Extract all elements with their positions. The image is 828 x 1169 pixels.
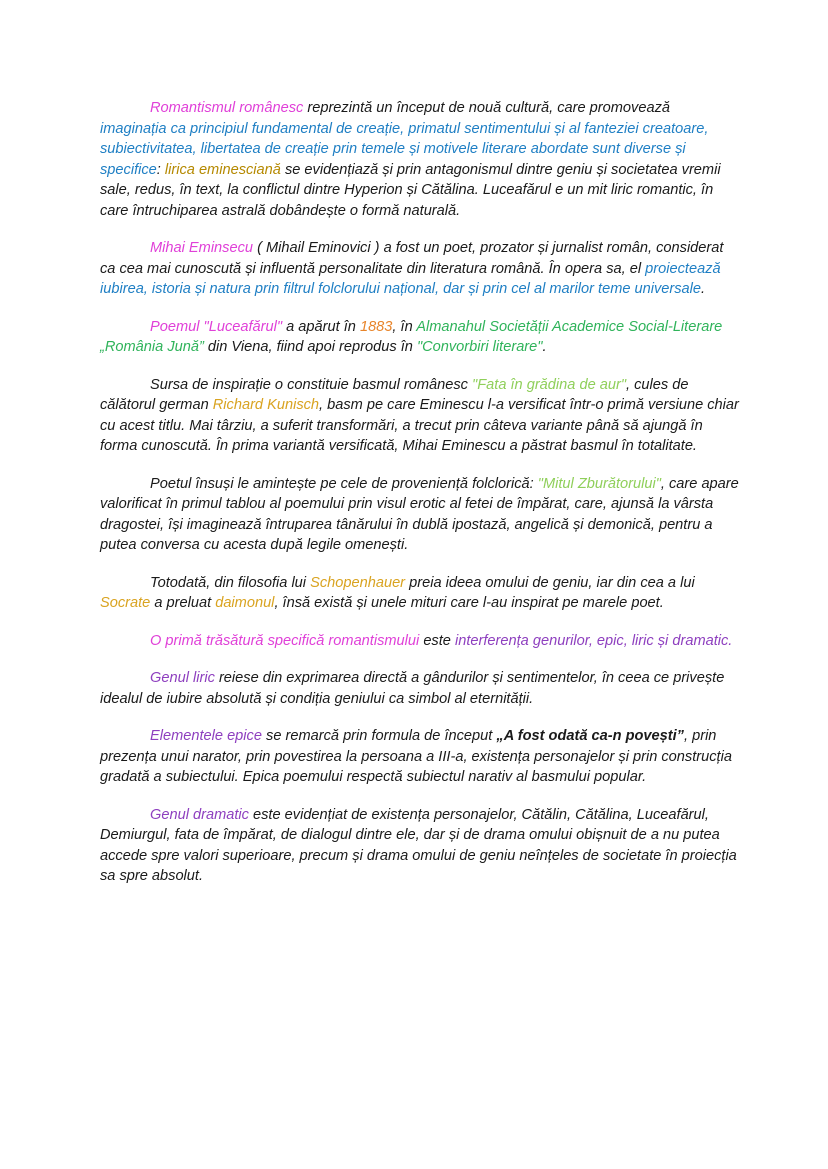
text-run: reiese din exprimarea directă a gândurilor și sentimentelor, în ceea ce privește idealul de iubire absolută și condiția geniului ca simbol al eternității. bbox=[100, 670, 725, 707]
text-run: a apărut în bbox=[282, 318, 360, 335]
paragraph-inspiration-source bbox=[100, 375, 740, 457]
text-run: este evidențiat de existența personajelor, Cătălin, Cătălina, Luceafărul, Demiurgul, fata de împărat, de dialogul dintre ele, dar și de drama omului obișnuit de a nu putea accede spre valori superioare, precum și drama omului de geniu neînțeles de societate în proiecția sa spre absolut. bbox=[100, 806, 737, 884]
text-run: a preluat bbox=[150, 595, 216, 611]
highlighted-phrase: "Mitul Zburătorului" bbox=[537, 475, 661, 492]
text-run: , care apare valorificat în primul tablou al poemului prin visul erotic al fetei de împărat, care, ajunsă la vârsta dragostei, își imaginează întruparea tânărului în dublă ipostază, angelică și demonică, pentru a putea conversa cu acesta după legile omenești. bbox=[100, 475, 739, 553]
highlighted-phrase: Schopenhauer bbox=[310, 574, 406, 591]
highlighted-phrase: Genul liric bbox=[150, 670, 215, 686]
text-run: este bbox=[419, 632, 455, 649]
highlighted-phrase: Socrate bbox=[100, 595, 151, 611]
paragraph-romanticism bbox=[100, 98, 740, 221]
text-run: . bbox=[542, 339, 547, 355]
text-run: preia ideea omului de geniu, iar din cea a lui bbox=[405, 574, 695, 591]
paragraph-publication bbox=[100, 317, 740, 358]
highlighted-phrase: "Fata în grădina de aur" bbox=[472, 376, 627, 393]
text-run: Poetul însuși le amintește pe cele de proveniență folclorică: bbox=[150, 475, 538, 492]
text-run: reprezintă un început de nouă cultură, care promovează bbox=[303, 100, 670, 116]
text-run: . bbox=[701, 281, 706, 297]
paragraph-eminescu-bio bbox=[100, 238, 740, 300]
text-run: , prin prezența unui narator, prin povestirea la persoana a III-a, existența personajelor și prin construcția gradată a subiectului. Epica poemului respectă subiectul narativ al basmului popular. bbox=[100, 728, 732, 785]
paragraph-philosophy bbox=[100, 573, 740, 614]
highlighted-phrase: Romantismul românesc bbox=[150, 100, 304, 116]
bold-phrase: „A fost odată ca-n povești” bbox=[496, 728, 684, 744]
text-run: se remarcă prin formula de început bbox=[261, 728, 497, 744]
highlighted-phrase: Poemul "Luceafărul" bbox=[150, 318, 283, 335]
text-run: ( Mihail Eminovici ) a fost un poet, prozator și jurnalist român, considerat ca cea mai cunoscută și influentă personalitate din literatura română. În opera sa, el bbox=[100, 240, 724, 277]
highlighted-phrase: "Convorbiri literare" bbox=[416, 339, 543, 355]
paragraph-genre-interference bbox=[100, 631, 740, 652]
text-run: : bbox=[156, 161, 165, 178]
highlighted-phrase: 1883 bbox=[359, 318, 393, 335]
highlighted-phrase: proiectează iubirea, istoria și natura prin filtrul folclorului național, dar și prin cel al marilor teme universale bbox=[100, 260, 721, 297]
text-run: , în bbox=[392, 318, 417, 335]
highlighted-phrase: Almanahul Societății Academice Social-Literare „România Jună” bbox=[100, 318, 723, 355]
highlighted-phrase: O primă trăsătură specifică romantismului bbox=[150, 632, 420, 649]
text-run: se evidențiază și prin antagonismul dintre geniu și societatea vremii sale, redus, în text, la conflictul dintre Hyperion și Cătălina. Luceafărul e un mit liric romantic, în care întruchiparea astrală dobândește o formă naturală. bbox=[100, 161, 721, 219]
highlighted-phrase: Mihai Eminsecu bbox=[150, 240, 254, 256]
text-run: , cules de călătorul german bbox=[100, 376, 689, 413]
highlighted-phrase: Richard Kunisch bbox=[212, 397, 320, 413]
text-run: Sursa de inspirație o constituie basmul românesc bbox=[150, 376, 473, 393]
highlighted-phrase: imaginația ca principiul fundamental de creație, primatul sentimentului și al fanteziei creatoare, subiectivitatea, libertatea de creație prin temele și motivele literare abordate sunt diverse și specifice bbox=[100, 120, 709, 178]
highlighted-phrase: Genul dramatic bbox=[150, 806, 249, 823]
paragraph-epic-elements bbox=[100, 726, 740, 788]
text-run: , basm pe care Eminescu l-a versificat într-o primă versiune chiar cu acest titlu. Mai târziu, a suferit transformări, a trecut prin câteva variante până să ajungă în forma cunoscută. În prima variantă versificată, Mihai Eminescu a păstrat basmul în totalitate. bbox=[100, 397, 739, 454]
paragraph-folklore bbox=[100, 474, 740, 556]
paragraph-lyric-genre bbox=[100, 668, 740, 709]
text-run: , însă există și unele mituri care l-au inspirat pe marele poet. bbox=[274, 595, 664, 611]
highlighted-phrase: lirica eminesciană bbox=[164, 161, 281, 178]
highlighted-phrase: daimonul bbox=[215, 595, 275, 611]
highlighted-phrase: Elementele epice bbox=[150, 728, 262, 744]
text-run: din Viena, fiind apoi reprodus în bbox=[203, 339, 417, 355]
highlighted-phrase: interferența genurilor, epic, liric și dramatic. bbox=[454, 632, 733, 649]
document-body bbox=[100, 98, 740, 904]
text-run: Totodată, din filosofia lui bbox=[150, 574, 311, 591]
paragraph-dramatic-genre bbox=[100, 805, 740, 887]
